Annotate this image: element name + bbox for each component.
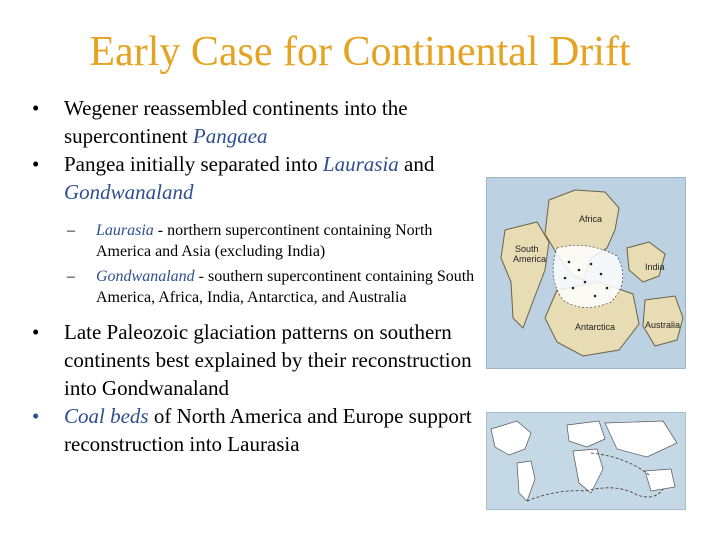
glaciation-zone bbox=[553, 245, 623, 307]
sub-bullet-gondwanaland bbox=[30, 266, 490, 308]
glaciation-trace bbox=[527, 488, 663, 501]
bullet-coal-beds bbox=[30, 402, 490, 458]
bullet-text: Pangea initially separated into bbox=[64, 152, 323, 176]
sub-bullet-text: - southern supercontinent containing South America, Africa, India, Antarctica, and Australia bbox=[96, 268, 475, 306]
bullet-separation bbox=[30, 150, 490, 206]
term-coal-beds: Coal beds bbox=[64, 404, 149, 428]
slide-title: Early Case for Continental Drift bbox=[89, 29, 631, 75]
bullet-text: Wegener reassembled continents into the supercontinent bbox=[64, 96, 408, 148]
bullet-glaciation bbox=[30, 318, 490, 402]
africa-landmass bbox=[573, 449, 603, 493]
bullet-text: of North America and Europe support reconstruction into Laurasia bbox=[64, 404, 472, 456]
bullet-marker: • bbox=[32, 404, 40, 428]
gondwanaland-map bbox=[486, 177, 686, 369]
present-day-map bbox=[486, 412, 686, 510]
europe-landmass bbox=[567, 421, 605, 447]
asia-landmass bbox=[605, 421, 677, 457]
bullet-pangaea bbox=[30, 94, 490, 150]
dash-marker: – bbox=[67, 222, 75, 239]
label-australia: Australia bbox=[645, 320, 681, 330]
term-pangaea: Pangaea bbox=[192, 124, 268, 148]
label-india: India bbox=[645, 262, 665, 272]
label-antarctica: Antarctica bbox=[575, 322, 616, 332]
dash-marker: – bbox=[67, 268, 75, 285]
term-laurasia: Laurasia bbox=[322, 152, 399, 176]
label-south: South bbox=[515, 244, 539, 254]
bullet-marker: • bbox=[32, 152, 40, 176]
term-gondwanaland: Gondwanaland bbox=[96, 268, 195, 285]
bullet-text: and bbox=[398, 152, 435, 176]
bullet-list bbox=[30, 94, 490, 458]
sub-bullet-laurasia bbox=[30, 220, 490, 262]
term-laurasia: Laurasia bbox=[96, 222, 154, 239]
bullet-marker: • bbox=[32, 96, 40, 120]
north-america-landmass bbox=[491, 421, 531, 455]
bullet-marker: • bbox=[32, 320, 40, 344]
south-america-landmass bbox=[501, 222, 549, 328]
label-america: America bbox=[513, 254, 547, 264]
bullet-text: Late Paleozoic glaciation patterns on southern continents best explained by their reconstruction into Gondwanaland bbox=[64, 320, 472, 400]
australia-landmass bbox=[645, 469, 675, 491]
sub-bullet-text: - northern supercontinent containing North America and Asia (excluding India) bbox=[96, 222, 433, 260]
term-gondwanaland: Gondwanaland bbox=[64, 180, 194, 204]
south-america-landmass bbox=[517, 461, 535, 501]
label-africa: Africa bbox=[579, 214, 603, 224]
